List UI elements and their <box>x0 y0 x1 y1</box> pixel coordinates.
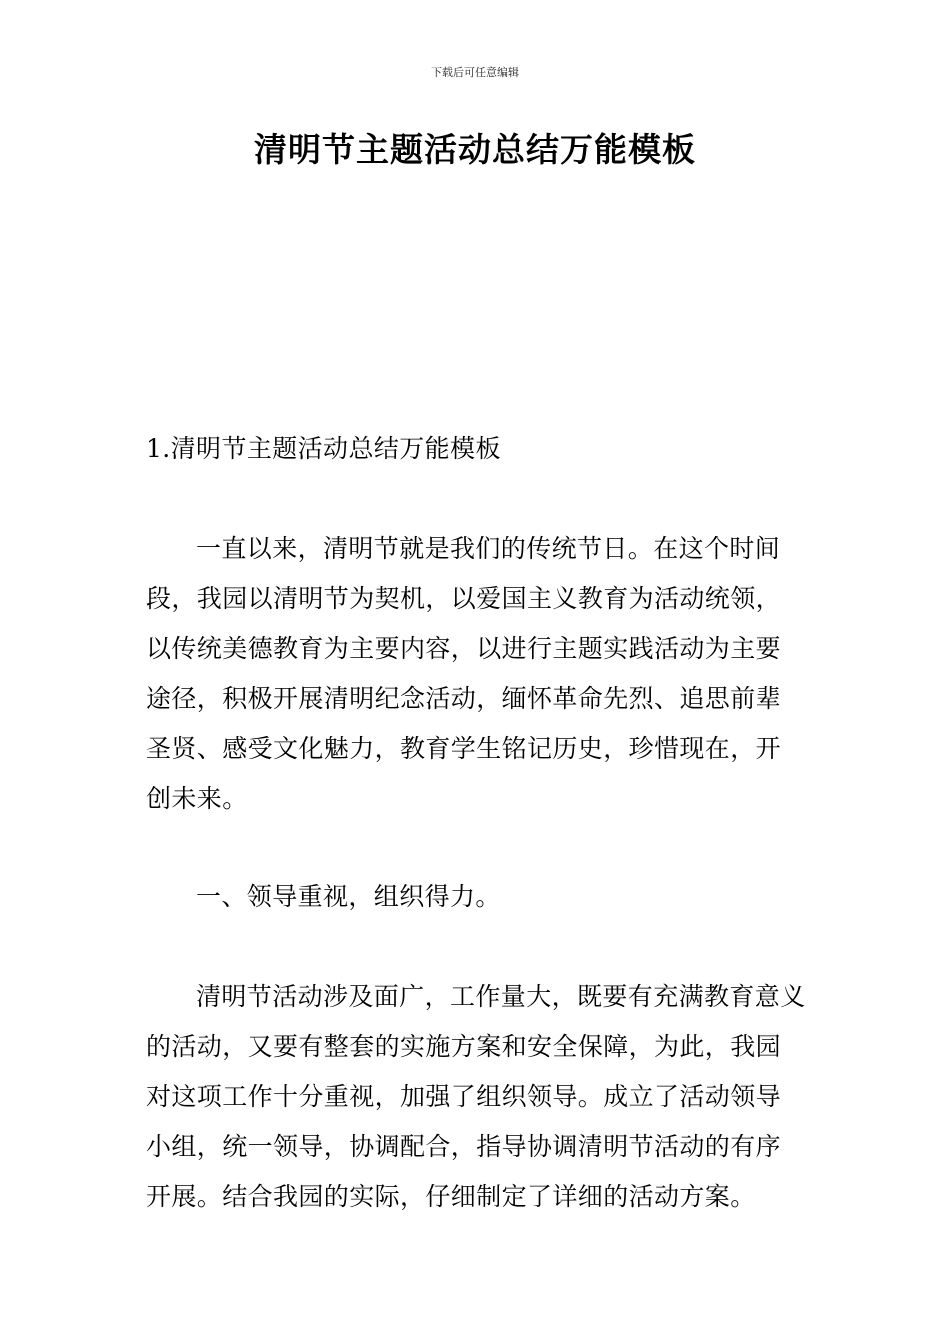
section-heading: 1.清明节主题活动总结万能模板 <box>146 434 501 463</box>
header-note: 下载后可任意编辑 <box>431 66 519 79</box>
document-title: 清明节主题活动总结万能模板 <box>254 130 696 169</box>
paragraph-leadership: 清明节活动涉及面广，工作量大，既要有充满教育意义的活动，又要有整套的实施方案和安全保障，为此，我园对这项工作十分重视，加强了组织领导。成立了活动领导小组，统一领导，协调配合，指导协调清明节活动的有序开展。结合我园的实际，仔细制定了详细的活动方案。 <box>146 982 806 1211</box>
subheading-leadership: 一、领导重视，组织得力。 <box>196 882 501 911</box>
paragraph-intro: 一直以来，清明节就是我们的传统节日。在这个时间段，我园以清明节为契机，以爱国主义教育为活动统领，以传统美德教育为主要内容，以进行主题实践活动为主要途径，积极开展清明纪念活动，缅怀革命先烈、追思前辈圣贤、感受文化魅力，教育学生铭记历史，珍惜现在，开创未来。 <box>146 534 782 813</box>
